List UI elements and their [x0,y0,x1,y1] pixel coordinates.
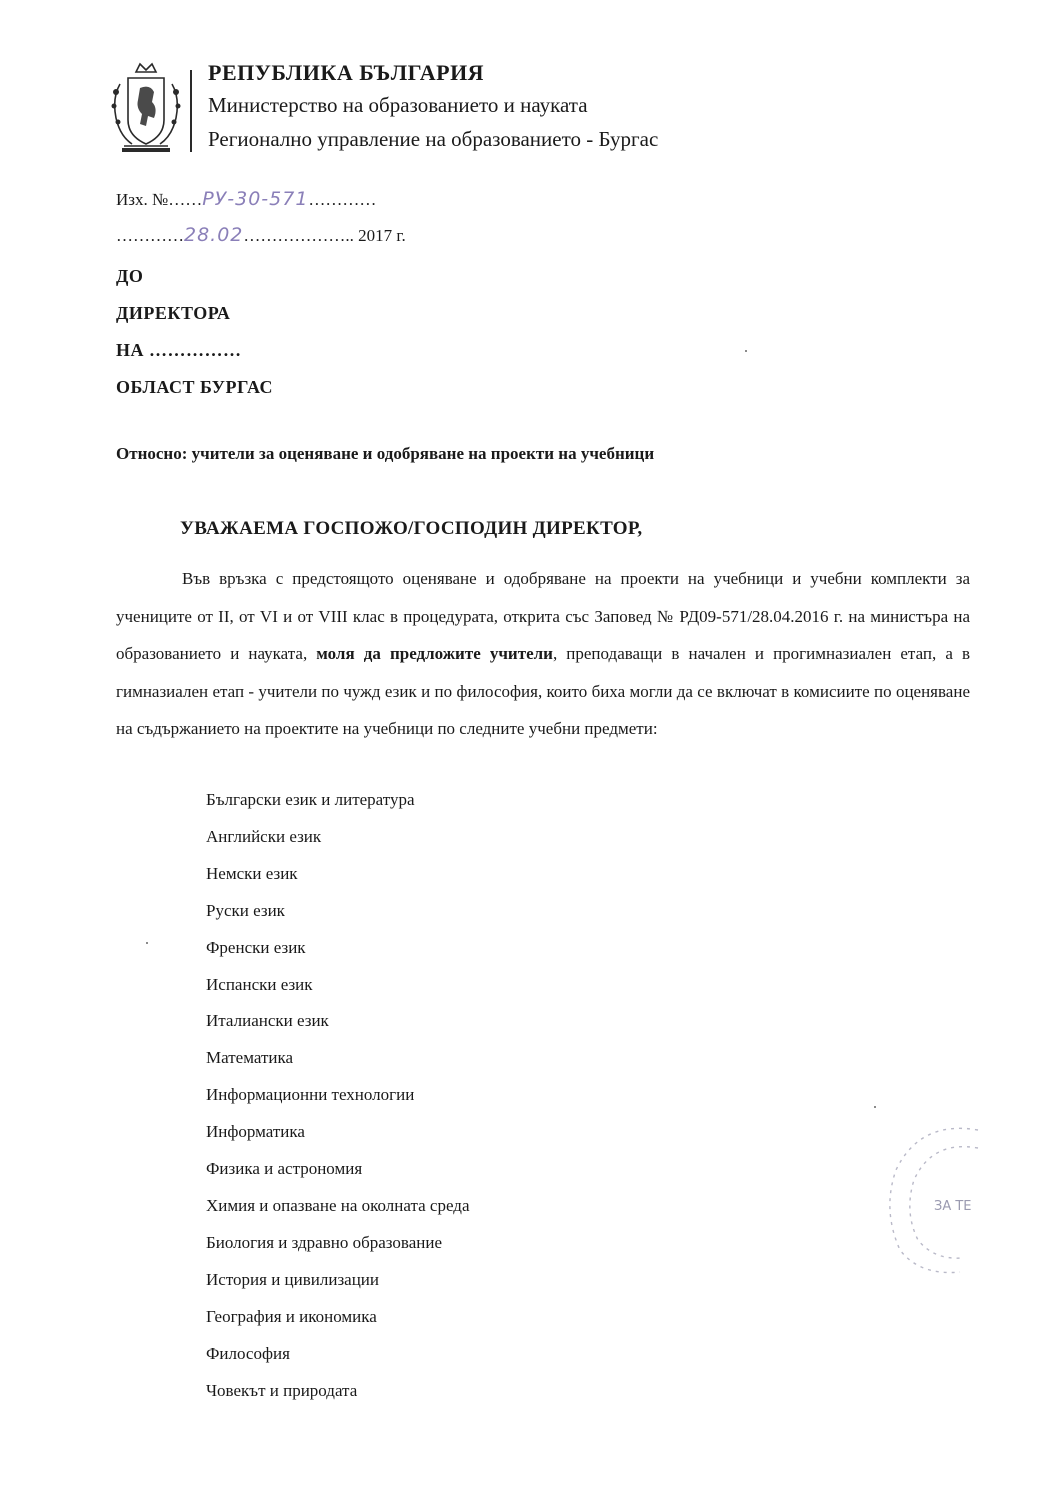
subject-list-item: Философия [206,1343,290,1363]
outgoing-date [116,224,406,246]
outgoing-number-label: Изх. № [116,190,169,209]
subject-line: Относно: учители за оценяване и одобряване на проекти на учебници [116,444,655,463]
outgoing-date-suffix: ……………….. 2017 г. [243,226,406,245]
header-title: РЕПУБЛИКА БЪЛГАРИЯ [208,60,485,85]
header-divider [190,70,192,152]
body-text-part-2: , преподаващи в начален и прогимназиален етап, а в гимназиален етап - учители по чужд език и по философия, които биха могли да се включат в комисиите по оценяване на съдържанието на проектите на учебници по следните учебни предмети: [116,644,970,738]
outgoing-number-suffix: ………… [308,190,377,209]
subject-list-item: Български език и литература [206,790,415,809]
subject-list-item: Испански език [206,974,313,994]
scan-speck [874,1106,876,1108]
subject-list-item: Информационни технологии [206,1085,415,1105]
subject-list-item: Френски език [206,937,306,957]
subject-list-item: Човекът и природата [206,1380,358,1400]
subject-list-item: Английски език [206,826,322,846]
stamp-impression-icon [860,1100,1010,1280]
stamp-text: ЗА ТЕ [934,1199,972,1214]
subject-list-item: Италиански език [206,1011,329,1031]
subject-list-item: История и цивилизации [206,1269,379,1289]
subject-list-item: Биология и здравно образование [206,1232,442,1252]
body-text-bold: моля да предложите учители [316,644,553,663]
subject-list-item: Химия и опазване на околната среда [206,1195,470,1215]
subject-list-item: География и икономика [206,1306,377,1326]
body-text-part-1: Във връзка с предстоящото оценяване и одобряване на проекти на учебници и учебни комплекти за учениците от II, от VI и от VIII клас в процедурата, открита със Заповед № РД09-571/28.04.2016 г. на министъра на образованието и науката, [116,569,970,663]
body-paragraph [116,560,970,748]
subject-list-item: Немски език [206,863,298,883]
addressee-line-2: ДИРЕКТОРА [116,303,231,323]
subject-list-item: Математика [206,1048,294,1068]
subject-list-item: Руски език [206,900,285,920]
addressee-block [116,258,273,406]
coat-of-arms-icon [106,58,186,158]
scan-speck [146,942,148,944]
regional-office-name: Регионално управление на образованието - Бургас [208,127,659,151]
outgoing-number-dots: …… [168,190,203,209]
addressee-line-1: ДО [116,266,144,286]
addressee-line-3: НА …………… [116,340,242,360]
scan-speck [745,350,747,352]
school-subjects-list [206,782,470,1409]
letterhead [208,58,658,156]
outgoing-date-value: 28.02 [184,224,244,246]
subject-list-item: Физика и астрономия [206,1159,363,1179]
outgoing-number-value: РУ-30-571 [202,188,309,210]
addressee-line-4: ОБЛАСТ БУРГАС [116,377,274,397]
salutation: УВАЖАЕМА ГОСПОЖО/ГОСПОДИН ДИРЕКТОР, [180,518,643,539]
outgoing-date-prefix: ………… [116,226,184,245]
ministry-name: Министерство на образованието и науката [208,93,588,117]
subject-list-item: Информатика [206,1122,305,1142]
outgoing-number [116,188,376,210]
